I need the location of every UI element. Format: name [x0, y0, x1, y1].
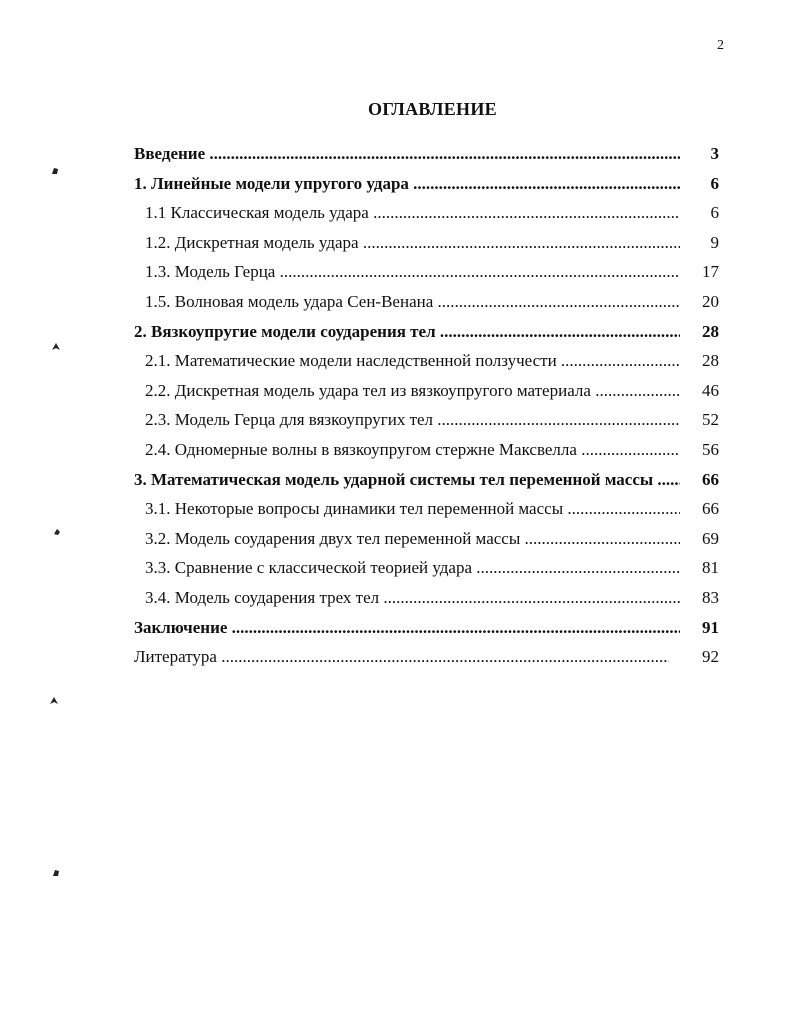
toc-entry-page-number: 91: [702, 617, 719, 637]
toc-entry: [0, 615, 799, 641]
toc-entry-page-number: 3: [710, 144, 719, 163]
toc-entry: [0, 171, 799, 197]
toc-entry: [0, 407, 799, 433]
binder-hole-mark: [52, 527, 62, 537]
toc-entry: [0, 141, 799, 167]
toc-entry-title: 1.5. Волновая модель удара Сен-Венана .....: [145, 289, 680, 315]
toc-entry: [0, 378, 799, 404]
toc-entry-title: 2.4. Одномерные волны в вязкоупругом стержне Максвелла .....: [145, 437, 680, 463]
toc-entry-title: 2.3. Модель Герца для вязкоупругих тел .....: [145, 407, 680, 433]
toc-entry: [0, 319, 799, 345]
page-number: 2: [717, 38, 724, 53]
toc-entry-title: 1.2. Дискретная модель удара .....: [145, 230, 680, 256]
toc-entry: [0, 555, 799, 581]
toc-entry-page-number: 6: [710, 173, 719, 193]
toc-entry: [0, 467, 799, 493]
toc-entry-page-number: 6: [710, 203, 719, 223]
toc-entry-title: 2.1. Математические модели наследственной ползучести .....: [145, 348, 680, 374]
toc-entry-title: 1. Линейные модели упругого удара .....: [134, 171, 680, 197]
toc-entry-title: 3.4. Модель соударения трех тел .....: [145, 585, 680, 611]
toc-entry: [0, 437, 799, 463]
toc-entry-title: 1.1 Классическая модель удара .....: [145, 200, 680, 226]
toc-entry-page-number: 83: [702, 588, 719, 607]
toc-entry-title: 3. Математическая модель ударной системы тел переменной массы .....: [134, 467, 680, 493]
toc-entry-title: 2. Вязкоупругие модели соударения тел .....: [134, 319, 680, 345]
toc-entry-page-number: 66: [702, 499, 719, 519]
toc-entry: [0, 585, 799, 611]
toc-entry: [0, 644, 799, 670]
toc-entry-page-number: 17: [702, 262, 719, 282]
toc-entry: [0, 230, 799, 256]
toc-entry-title: Введение .....: [134, 141, 680, 167]
toc-entry-page-number: 20: [702, 292, 719, 311]
page-title: ОГЛАВЛЕНИЕ: [368, 99, 497, 119]
toc-entry-title: Заключение .....: [134, 615, 680, 641]
binder-hole-mark: [50, 166, 60, 176]
toc-entry-title: Литература .....: [134, 644, 669, 670]
toc-entry: [0, 200, 799, 226]
toc-entry-title: 2.2. Дискретная модель удара тел из вязкоупругого материала .....: [145, 378, 680, 404]
toc-entry: [0, 348, 799, 374]
toc-entry-title: 3.2. Модель соударения двух тел переменной массы .....: [145, 526, 680, 552]
toc-entry-title: 3.3. Сравнение с классической теорией удара .....: [145, 555, 680, 581]
toc-entry-page-number: 66: [702, 469, 719, 489]
binder-hole-mark: [51, 868, 61, 878]
toc-entry: [0, 526, 799, 552]
toc-entry-page-number: 28: [702, 351, 719, 371]
toc-entry: [0, 496, 799, 522]
toc-entry-page-number: 46: [702, 380, 719, 400]
toc-entry-title: 3.1. Некоторые вопросы динамики тел переменной массы .....: [145, 496, 680, 522]
binder-hole-mark: [49, 696, 59, 706]
toc-entry: [0, 259, 799, 285]
binder-hole-mark: [51, 342, 61, 352]
toc-entry-title: 1.3. Модель Герца .....: [145, 259, 680, 285]
toc-entry-page-number: 81: [702, 558, 719, 578]
toc-entry-page-number: 56: [702, 440, 719, 459]
toc-entry-page-number: 92: [702, 647, 719, 667]
toc-entry-page-number: 28: [702, 321, 719, 341]
toc-entry: [0, 289, 799, 315]
toc-entry-page-number: 69: [702, 528, 719, 548]
toc-entry-page-number: 52: [702, 410, 719, 430]
toc-entry-page-number: 9: [710, 232, 719, 252]
